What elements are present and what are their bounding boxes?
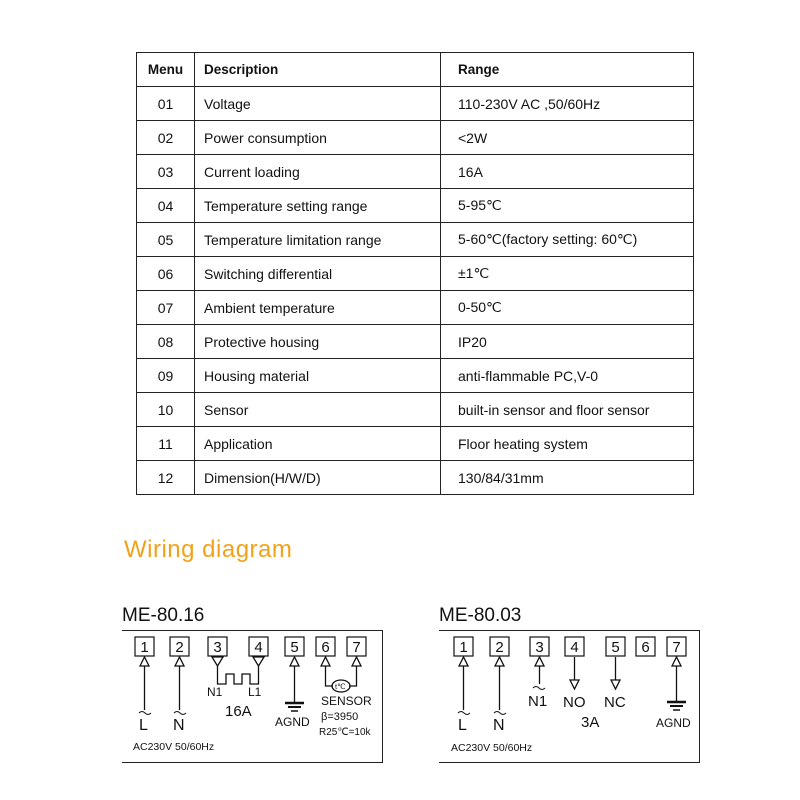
range-cell: 110-230V AC ,50/60Hz	[441, 87, 694, 121]
d2-label-nc: NC	[604, 694, 626, 711]
description-cell: Dimension(H/W/D)	[195, 461, 441, 495]
d2-terminal-1: 1	[459, 639, 468, 656]
menu-cell: 02	[137, 121, 195, 155]
d2-no-wire	[570, 657, 579, 689]
description-cell: Power consumption	[195, 121, 441, 155]
d2-label-3a: 3A	[581, 714, 600, 731]
d2-label-supply: AC230V 50/60Hz	[451, 742, 533, 754]
description-cell: Current loading	[195, 155, 441, 189]
menu-cell: 09	[137, 359, 195, 393]
d2-n1-wire	[535, 657, 544, 684]
description-cell: Sensor	[195, 393, 441, 427]
header-range: Range	[441, 53, 694, 87]
d1-n-wire	[175, 657, 184, 710]
menu-cell: 04	[137, 189, 195, 223]
header-menu: Menu	[137, 53, 195, 87]
d1-sensor-icon-label: t℃	[335, 682, 346, 691]
d1-load-wire	[212, 657, 264, 684]
model-label-me-80-16: ME-80.16	[122, 605, 205, 626]
description-cell: Temperature setting range	[195, 189, 441, 223]
d2-label-no: NO	[563, 694, 586, 711]
description-cell: Temperature limitation range	[195, 223, 441, 257]
diagram-me-80-03	[451, 637, 691, 754]
d2-label-n: N	[493, 717, 505, 734]
range-cell: IP20	[441, 325, 694, 359]
range-cell: 5-95℃	[441, 189, 694, 223]
d1-label-n1: N1	[207, 685, 223, 699]
range-cell: Floor heating system	[441, 427, 694, 461]
menu-cell: 08	[137, 325, 195, 359]
d1-label-sensor: SENSOR	[321, 694, 372, 708]
range-cell: <2W	[441, 121, 694, 155]
d1-label-agnd: AGND	[275, 715, 310, 729]
d2-terminal-5: 5	[611, 639, 620, 656]
range-cell: 0-50℃	[441, 291, 694, 325]
range-cell: ±1℃	[441, 257, 694, 291]
d2-label-n1: N1	[528, 693, 548, 710]
d1-label-beta: β=3950	[321, 711, 359, 723]
d1-terminal-6: 6	[321, 639, 330, 656]
d1-terminal-4: 4	[254, 639, 263, 656]
wiring-diagram-title: Wiring diagram	[124, 536, 293, 563]
d1-terminal-2: 2	[175, 639, 184, 656]
menu-cell: 03	[137, 155, 195, 189]
d1-label-16a: 16A	[225, 703, 252, 720]
d1-terminal-3: 3	[213, 639, 222, 656]
diagram-me-80-16	[133, 637, 372, 753]
d1-terminal-7: 7	[352, 639, 361, 656]
d1-terminal-5: 5	[290, 639, 299, 656]
description-cell: Protective housing	[195, 325, 441, 359]
range-cell: 16A	[441, 155, 694, 189]
description-cell: Voltage	[195, 87, 441, 121]
menu-cell: 07	[137, 291, 195, 325]
range-cell: 5-60℃(factory setting: 60℃)	[441, 223, 694, 257]
d2-l-wire	[459, 657, 468, 710]
d2-label-l: L	[458, 717, 467, 734]
description-cell: Housing material	[195, 359, 441, 393]
range-cell: anti-flammable PC,V-0	[441, 359, 694, 393]
d2-nc-wire	[611, 657, 620, 689]
menu-cell: 10	[137, 393, 195, 427]
d1-label-r25: R25℃=10k	[319, 727, 371, 738]
menu-cell: 06	[137, 257, 195, 291]
d2-label-agnd: AGND	[656, 716, 691, 730]
menu-cell: 05	[137, 223, 195, 257]
description-cell: Switching differential	[195, 257, 441, 291]
d2-terminal-4: 4	[570, 639, 579, 656]
description-cell: Application	[195, 427, 441, 461]
d1-terminal-1: 1	[140, 639, 149, 656]
d1-label-supply: AC230V 50/60Hz	[133, 741, 215, 753]
menu-cell: 01	[137, 87, 195, 121]
terminal-strip-2	[454, 637, 686, 656]
d2-ground-icon	[667, 657, 686, 710]
header-description: Description	[195, 53, 441, 87]
d2-n-wire	[495, 657, 504, 710]
range-cell: built-in sensor and floor sensor	[441, 393, 694, 427]
d1-label-l: L	[139, 717, 148, 734]
d2-terminal-3: 3	[535, 639, 544, 656]
model-label-me-80-03: ME-80.03	[439, 605, 522, 626]
d1-label-l1: L1	[248, 685, 262, 699]
d2-terminal-6: 6	[641, 639, 650, 656]
d2-terminal-2: 2	[495, 639, 504, 656]
d1-ground-icon	[285, 657, 304, 711]
d1-l-wire	[140, 657, 149, 710]
description-cell: Ambient temperature	[195, 291, 441, 325]
terminal-strip-1	[135, 637, 366, 656]
menu-cell: 12	[137, 461, 195, 495]
d1-label-n: N	[173, 717, 185, 734]
d2-terminal-7: 7	[672, 639, 681, 656]
range-cell: 130/84/31mm	[441, 461, 694, 495]
menu-cell: 11	[137, 427, 195, 461]
